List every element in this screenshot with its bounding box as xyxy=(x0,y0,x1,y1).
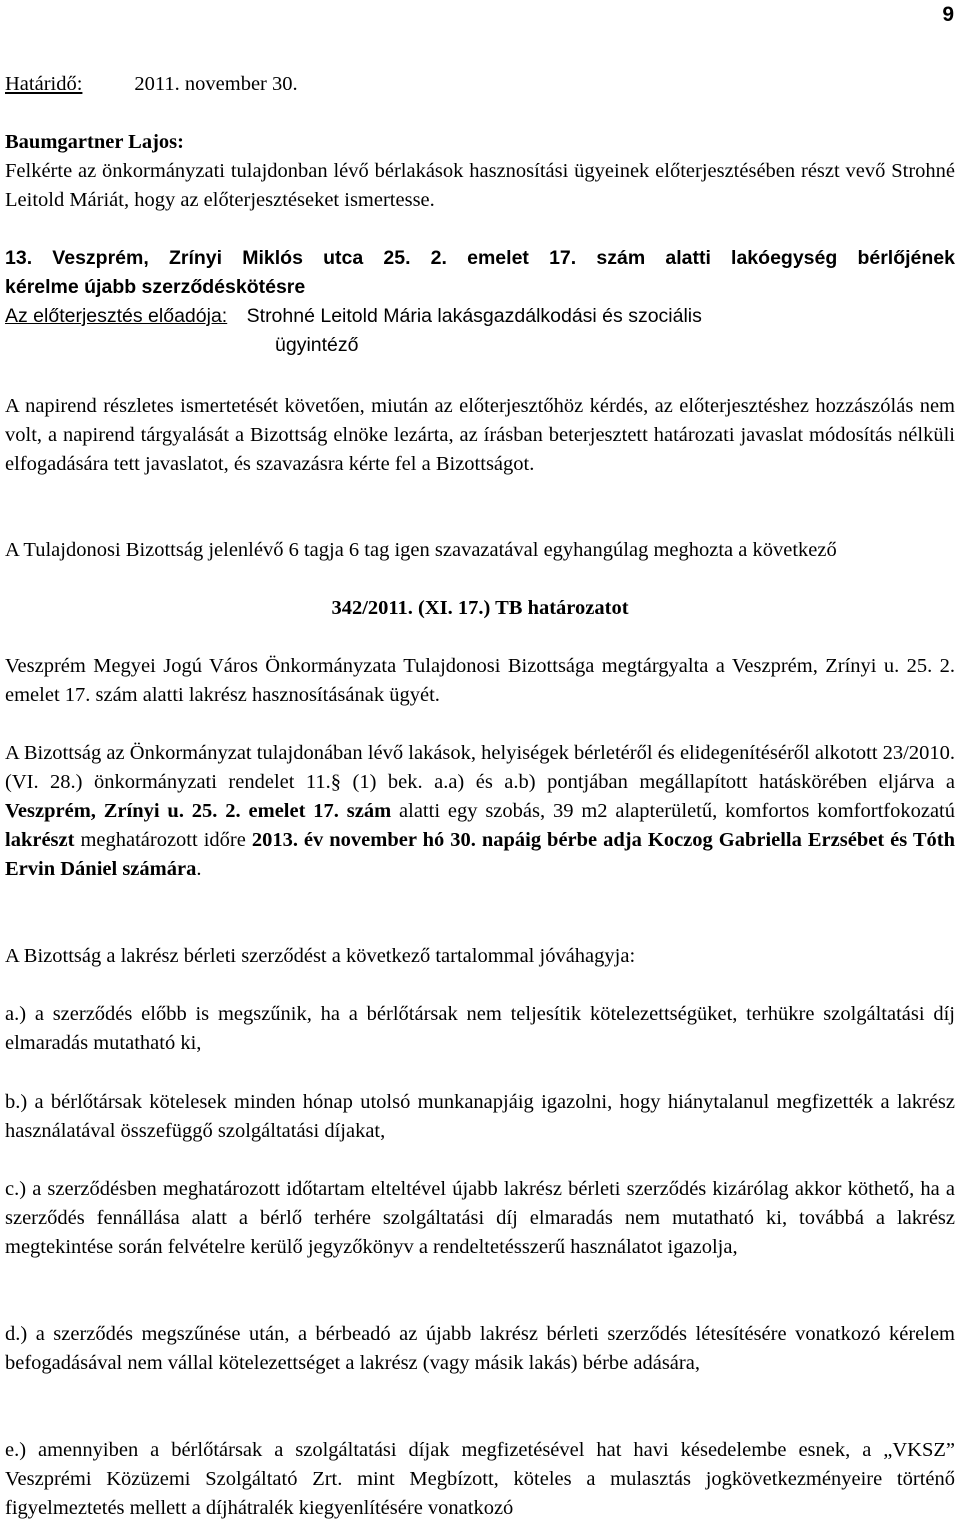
item-e: e.) amennyiben a bérlőtársak a szolgáltatási díjak megfizetésével hat havi késedelembe esnek, a „VKSZ” Veszprémi Közüzemi Szolgáltató Zrt. mint Megbízott, köteles a mulasztás jogkövetkezményeire történő figyelmeztetés mellett a díjhátralék kiegyenlítésére vonatkozó xyxy=(5,1439,955,1519)
para-vote: A Tulajdonosi Bizottság jelenlévő 6 tagja 6 tag igen szavazatával egyhangúlag meghozta a következő xyxy=(5,539,837,561)
item-b: b.) a bérlőtársak kötelesek minden hónap utolsó munkanapjáig igazolni, hogy hiánytalanul megfizették a lakrész használatával összefüggő szolgáltatási díjakat, xyxy=(5,1091,955,1142)
decision-term: 2013. év november hó 30. napáig bérbe adja Koczog Gabriella Erzsébet és Tóth Ervin Dániel számára xyxy=(5,829,955,880)
decision-text-3: meghatározott időre xyxy=(74,829,252,851)
agenda-heading-line2: kérelme újabb szerződéskötésre xyxy=(5,276,306,298)
para-decision xyxy=(5,739,955,884)
item-a: a.) a szerződés előbb is megszűnik, ha a bérlőtársak nem teljesítik kötelezettségüket, terhükre szolgáltatási díj elmaradás mutatható ki, xyxy=(5,1003,955,1054)
deadline-line xyxy=(5,70,955,99)
agenda-section xyxy=(5,244,955,360)
para-approval: A Bizottság a lakrész bérleti szerződést a következő tartalommal jóváhagyja: xyxy=(5,945,636,967)
presenter-role: ügyintéző xyxy=(275,334,359,356)
deadline-label: Határidő: xyxy=(5,73,83,95)
deadline-value: 2011. november 30. xyxy=(134,73,298,95)
decision-lakreszt: lakrészt xyxy=(5,829,75,851)
presenter-label: Az előterjesztés előadója: xyxy=(5,305,228,327)
resolution-title-text: 342/2011. (XI. 17.) TB határozatot xyxy=(331,597,629,619)
presenter-name: Strohné Leitold Mária lakásgazdálkodási és szociális xyxy=(246,305,702,327)
item-c: c.) a szerződésben meghatározott időtartam elteltével újabb lakrész bérleti szerződés kizárólag akkor köthető, ha a szerződés fennállása alatt a bérlő terhére szolgáltatási díj elmaradás nem mutatható ki, továbbá a lakrész megtekintése során felvételre kerülő jegyzőkönyv a rendeltetésszerű használatot igazolja, xyxy=(5,1178,955,1258)
decision-text-1: A Bizottság az Önkormányzat tulajdonában lévő lakások, helyiségek bérletéről és elidegenítéséről alkotott 23/2010.(VI. 28.) önkormányzati rendelet 11.§ (1) bek. a.a) és a.b) pontjában megállapított hatáskörében eljárva a xyxy=(5,742,955,793)
item-d: d.) a szerződés megszűnése után, a bérbeadó az újabb lakrész bérleti szerződés létesítésére vonatkozó kérelem befogadásával nem vállal kötelezettséget a lakrész (vagy másik lakás) bérbe adására, xyxy=(5,1323,955,1374)
decision-property: Veszprém, Zrínyi u. 25. 2. emelet 17. szám xyxy=(5,800,392,822)
decision-text-4: . xyxy=(196,858,202,880)
decision-text-2: alatti egy szobás, 39 m2 alapterületű, komfortos komfortfokozatú xyxy=(391,800,955,822)
responsible-name: Baumgartner Lajos: xyxy=(5,131,184,153)
responsible-text: Felkérte az önkormányzati tulajdonban lévő bérlakások hasznosítási ügyeinek előterjesztésében részt vevő Strohné Leitold Máriát, hogy az előterjesztéseket ismertesse. xyxy=(5,160,955,211)
page-number: 9 xyxy=(942,3,954,26)
responsible-section xyxy=(5,128,955,215)
para-reviewed: Veszprém Megyei Jogú Város Önkormányzata Tulajdonosi Bizottsága megtárgyalta a Veszprém, Zrínyi u. 25. 2. emelet 17. szám alatti lakrész hasznosításának ügyét. xyxy=(5,655,955,706)
para-discussion: A napirend részletes ismertetését követően, miután az előterjesztőhöz kérdés, az előterjesztéshez hozzászólás nem volt, a napirend tárgyalását a Bizottság elnöke lezárta, az írásban beterjesztett határozati javaslat módosítás nélküli elfogadására tett javaslatot, és szavazásra kérte fel a Bizottságot. xyxy=(5,395,955,475)
resolution-title xyxy=(5,594,955,623)
presenter-line xyxy=(5,302,955,331)
agenda-heading-line1: 13. Veszprém, Zrínyi Miklós utca 25. 2. emelet 17. szám alatti lakóegység bérlőjének xyxy=(5,247,955,269)
